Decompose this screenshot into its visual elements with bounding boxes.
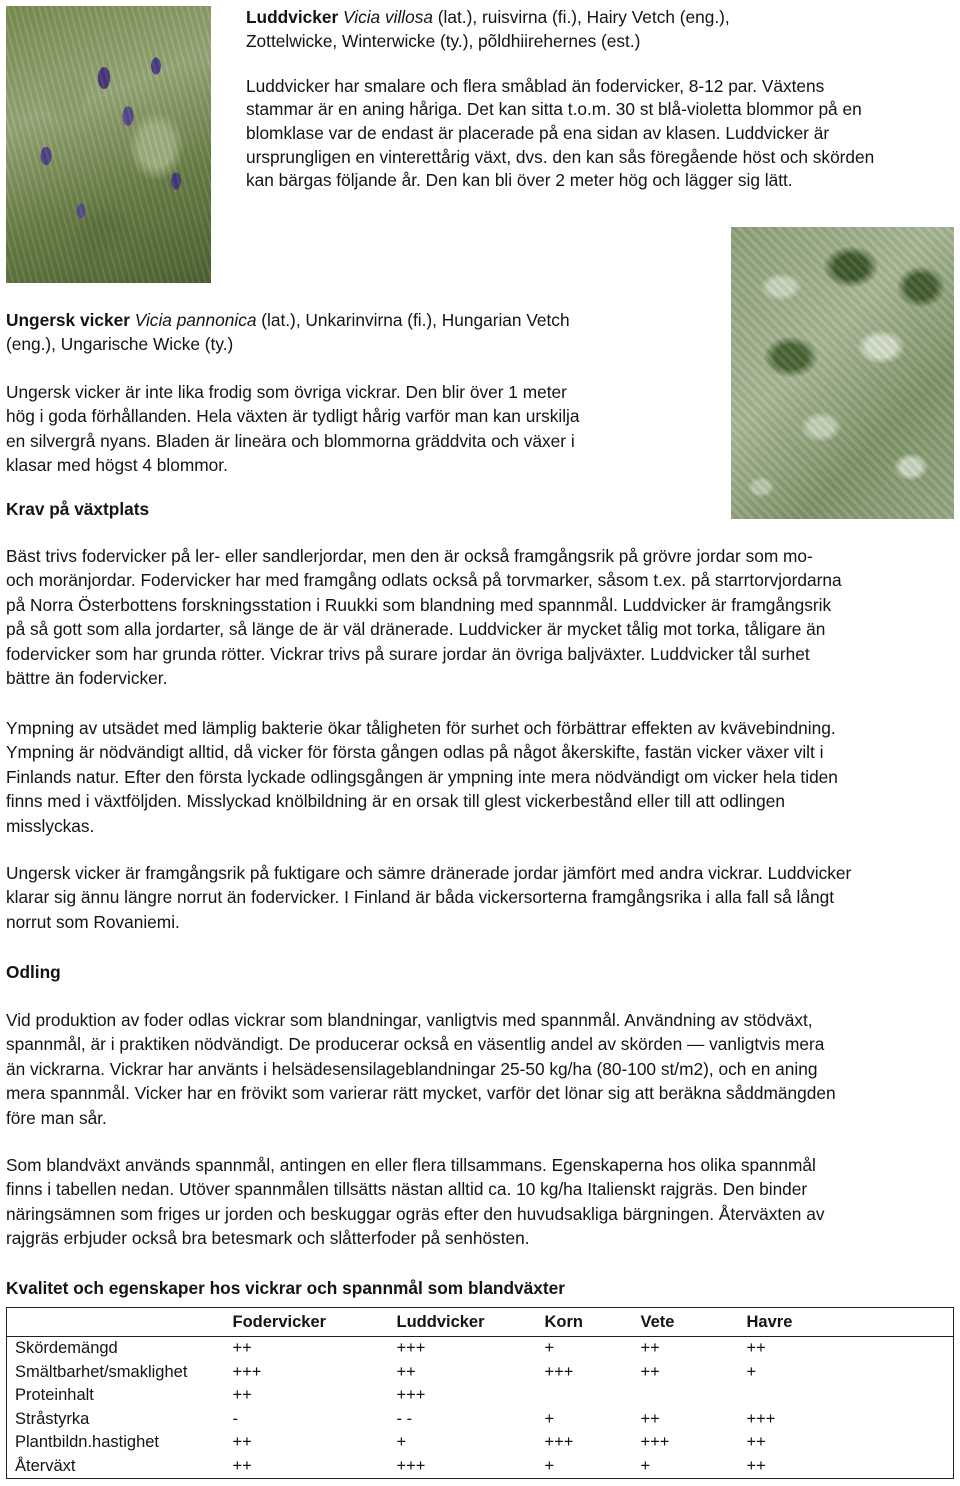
text-line: Ympning av utsädet med lämplig bakterie ökar tåligheten för surhet och förbättrar effekten av kvävebindning. [6,718,836,738]
table-cell: +++ [640,1433,670,1452]
text-line: blomklase var de endast är placerade på ena sidan av klasen. Luddvicker är [246,123,830,143]
text-line: bättre än fodervicker. [6,668,168,689]
table-cell: ++ [640,1409,660,1428]
table-cell: ++ [640,1362,660,1381]
krav-paragraph-3 [6,861,954,934]
paragraph [6,1008,954,1130]
table-cell: + [640,1456,651,1475]
text-line: Som blandväxt används spannmål, antingen en eller flera tillsammans. Egenskaperna hos olika spannmål [6,1155,816,1175]
table-cell: Smältbarhet/smaklighet [15,1362,188,1381]
text-line: och moränjordar. Fodervicker har med framgång odlats också på torvmarker, såsom t.ex. på starrtorvjordarna [6,570,842,591]
text-line: en silvergrå nyans. Bladen är lineära och blommorna gräddvita och växer i [6,430,575,451]
luddvicker-description [246,75,954,193]
header-cell [7,1308,233,1337]
table-cell: + [544,1339,555,1358]
krav-paragraph-2 [6,716,954,838]
krav-heading: Krav på växtplats [6,499,150,519]
paragraph [6,544,954,690]
header-cell: Havre [746,1312,793,1331]
text-line: finns i tabellen nedan. Utöver spannmålen tillsätts nästan alltid ca. 10 kg/ha Italienskt rajgräs. Den binder [6,1179,808,1200]
table-cell: - - [396,1409,413,1428]
luddvicker-latin: Vicia villosa [343,7,433,27]
text-line: Ungersk vicker är framgångsrik på fuktigare och sämre dränerade jordar jämfört med andra vickrar. Luddvicker [6,863,852,883]
table-cell: ++ [396,1362,416,1381]
text-line: på Norra Österbottens forskningsstation i Ruukki som blandning med spannmål. Luddvicker är framgångsrik [6,594,832,615]
table-cell: +++ [544,1362,574,1381]
text-line: rajgräs erbjuder också bra betesmark och slåtterfoder på senhösten. [6,1228,530,1249]
hairy-vetch-photo [6,6,211,283]
luddvicker-names [246,5,954,54]
paragraph [6,861,954,934]
table-header-row [7,1308,954,1337]
text-line: på så gott som alla jordarter, så länge de är väl dränerade. Luddvicker är mycket tålig mot torka, tåligare än [6,619,826,640]
luddvicker-section [246,5,954,193]
table-cell: + [746,1362,757,1381]
table-row [7,1337,954,1361]
header-cell: Vete [640,1312,675,1331]
table-cell: +++ [746,1409,776,1428]
table-cell: Skördemängd [15,1339,118,1358]
table-cell: - [232,1409,238,1428]
table-row [7,1455,954,1479]
text-line: klarar sig ännu längre norrut än fodervicker. I Finland är båda vickersorterna framgångsrika i alla fall så långt [6,887,834,908]
quality-table [6,1307,954,1479]
ungersk-name: Ungersk vicker [6,310,130,330]
text-line: före man sår. [6,1107,107,1128]
table-cell: +++ [396,1456,426,1475]
text-line: näringsämnen som friges ur jorden och beskuggar ogräs efter den huvudsakliga bärgningen. Återväxten av [6,1203,825,1224]
table-cell [545,1384,641,1408]
table-row [7,1408,954,1432]
text-line: Ympning är nödvändigt alltid, då vicker för första gången odlas på något åkerskifte, fastän vicker växer vilt i [6,742,824,763]
text-line: Vid produktion av foder odlas vickrar som blandningar, vanligtvis med spannmål. Användning av stödväxt, [6,1010,813,1030]
table-cell: + [396,1433,407,1452]
header-cell: Fodervicker [232,1312,327,1331]
text-line: Finlands natur. Efter den första lyckade odlingsgången är ympning inte mera nödvändigt om vicker hela tiden [6,766,838,787]
hungarian-vetch-photo [731,227,954,519]
odling-paragraph-2 [6,1153,954,1251]
table-cell: +++ [396,1386,426,1405]
table-cell: Plantbildn.hastighet [15,1433,160,1452]
table-cell: +++ [396,1339,426,1358]
luddvicker-name: Luddvicker [246,7,339,27]
header-cell: Luddvicker [396,1312,485,1331]
ungersk-names-line2: (eng.), Ungarische Wicke (ty.) [6,334,234,355]
text-line: stammar är en aning håriga. Det kan sitta t.o.m. 30 st blå-violetta blommor på en [246,99,862,120]
table-row [7,1384,954,1408]
text-line: fodervicker som har grunda rötter. Vickrar trivs på surare jordar än övriga baljväxter. Luddvicker tål surhet [6,643,810,664]
table-cell [641,1384,747,1408]
table-cell: ++ [232,1433,252,1452]
header-cell: Korn [544,1312,583,1331]
table-row [7,1431,954,1455]
text-line: finns med i växtföljden. Misslyckad knölbildning är en orsak till glest vickerbestånd eller till att odlingen [6,791,785,812]
table-cell: Stråstyrka [15,1409,90,1428]
text-line: mera spannmål. Vicker har en frövikt som varierar rätt mycket, varför det lönar sig att beräkna såddmängden [6,1083,836,1104]
krav-paragraph-1 [6,544,954,690]
text-line: spannmål, är i praktiken nödvändigt. De producerar också en väsentlig andel av skörden — vanligtvis mera [6,1034,825,1055]
text-line: hög i goda förhållanden. Hela växten är tydligt hårig varför man kan urskilja [6,406,580,427]
ungersk-section [6,308,706,478]
table-cell: ++ [746,1456,766,1475]
table-cell [747,1384,954,1408]
table-title: Kvalitet och egenskaper hos vickrar och spannmål som blandväxter [6,1278,565,1298]
table-cell: Proteinhalt [15,1386,94,1405]
ungersk-names-rest: (lat.), Unkarinvirna (fi.), Hungarian Vetch [256,310,570,330]
ungersk-description [6,380,706,478]
table-cell: +++ [232,1362,262,1381]
ungersk-latin: Vicia pannonica [134,310,257,330]
odling-heading: Odling [6,962,61,982]
text-line: misslyckas. [6,815,95,836]
paragraph [6,1153,954,1251]
table-cell: ++ [746,1433,766,1452]
odling-paragraph-1 [6,1008,954,1130]
paragraph [6,716,954,838]
text-line: Ungersk vicker är inte lika frodig som övriga vickrar. Den blir över 1 meter [6,381,567,402]
ungersk-names [6,308,706,357]
text-line: ursprungligen en vinterettårig växt, dvs. den kan sås föregående höst och skörden [246,146,875,167]
text-line: norrut som Rovaniemi. [6,911,180,932]
text-line: än vickrarna. Vickrar har använts i helsädesensilageblandningar 25-50 kg/ha (80-100 st/m2), och en aning [6,1058,818,1079]
table-cell: + [544,1456,555,1475]
table-cell: Återväxt [15,1456,76,1475]
luddvicker-names-rest: (lat.), ruisvirna (fi.), Hairy Vetch (eng.), [432,7,730,27]
text-line: kan bärgas följande år. Den kan bli över 2 meter hög och lägger sig lätt. [246,170,793,191]
table-cell: ++ [232,1456,252,1475]
table-cell: +++ [544,1433,574,1452]
text-line: Luddvicker har smalare och flera småblad än fodervicker, 8-12 par. Växtens [246,75,825,96]
table-cell: ++ [640,1339,660,1358]
table-cell: + [544,1409,555,1428]
text-line: Bäst trivs fodervicker på ler- eller sandlerjordar, men den är också framgångsrik på grövre jordar som mo- [6,546,813,566]
luddvicker-names-line2: Zottelwicke, Winterwicke (ty.), põldhiirehernes (est.) [246,31,641,52]
table-cell: ++ [232,1386,252,1405]
table-cell: ++ [746,1339,766,1358]
table-cell: ++ [232,1339,252,1358]
text-line: klasar med högst 4 blommor. [6,455,228,476]
table-row [7,1361,954,1385]
